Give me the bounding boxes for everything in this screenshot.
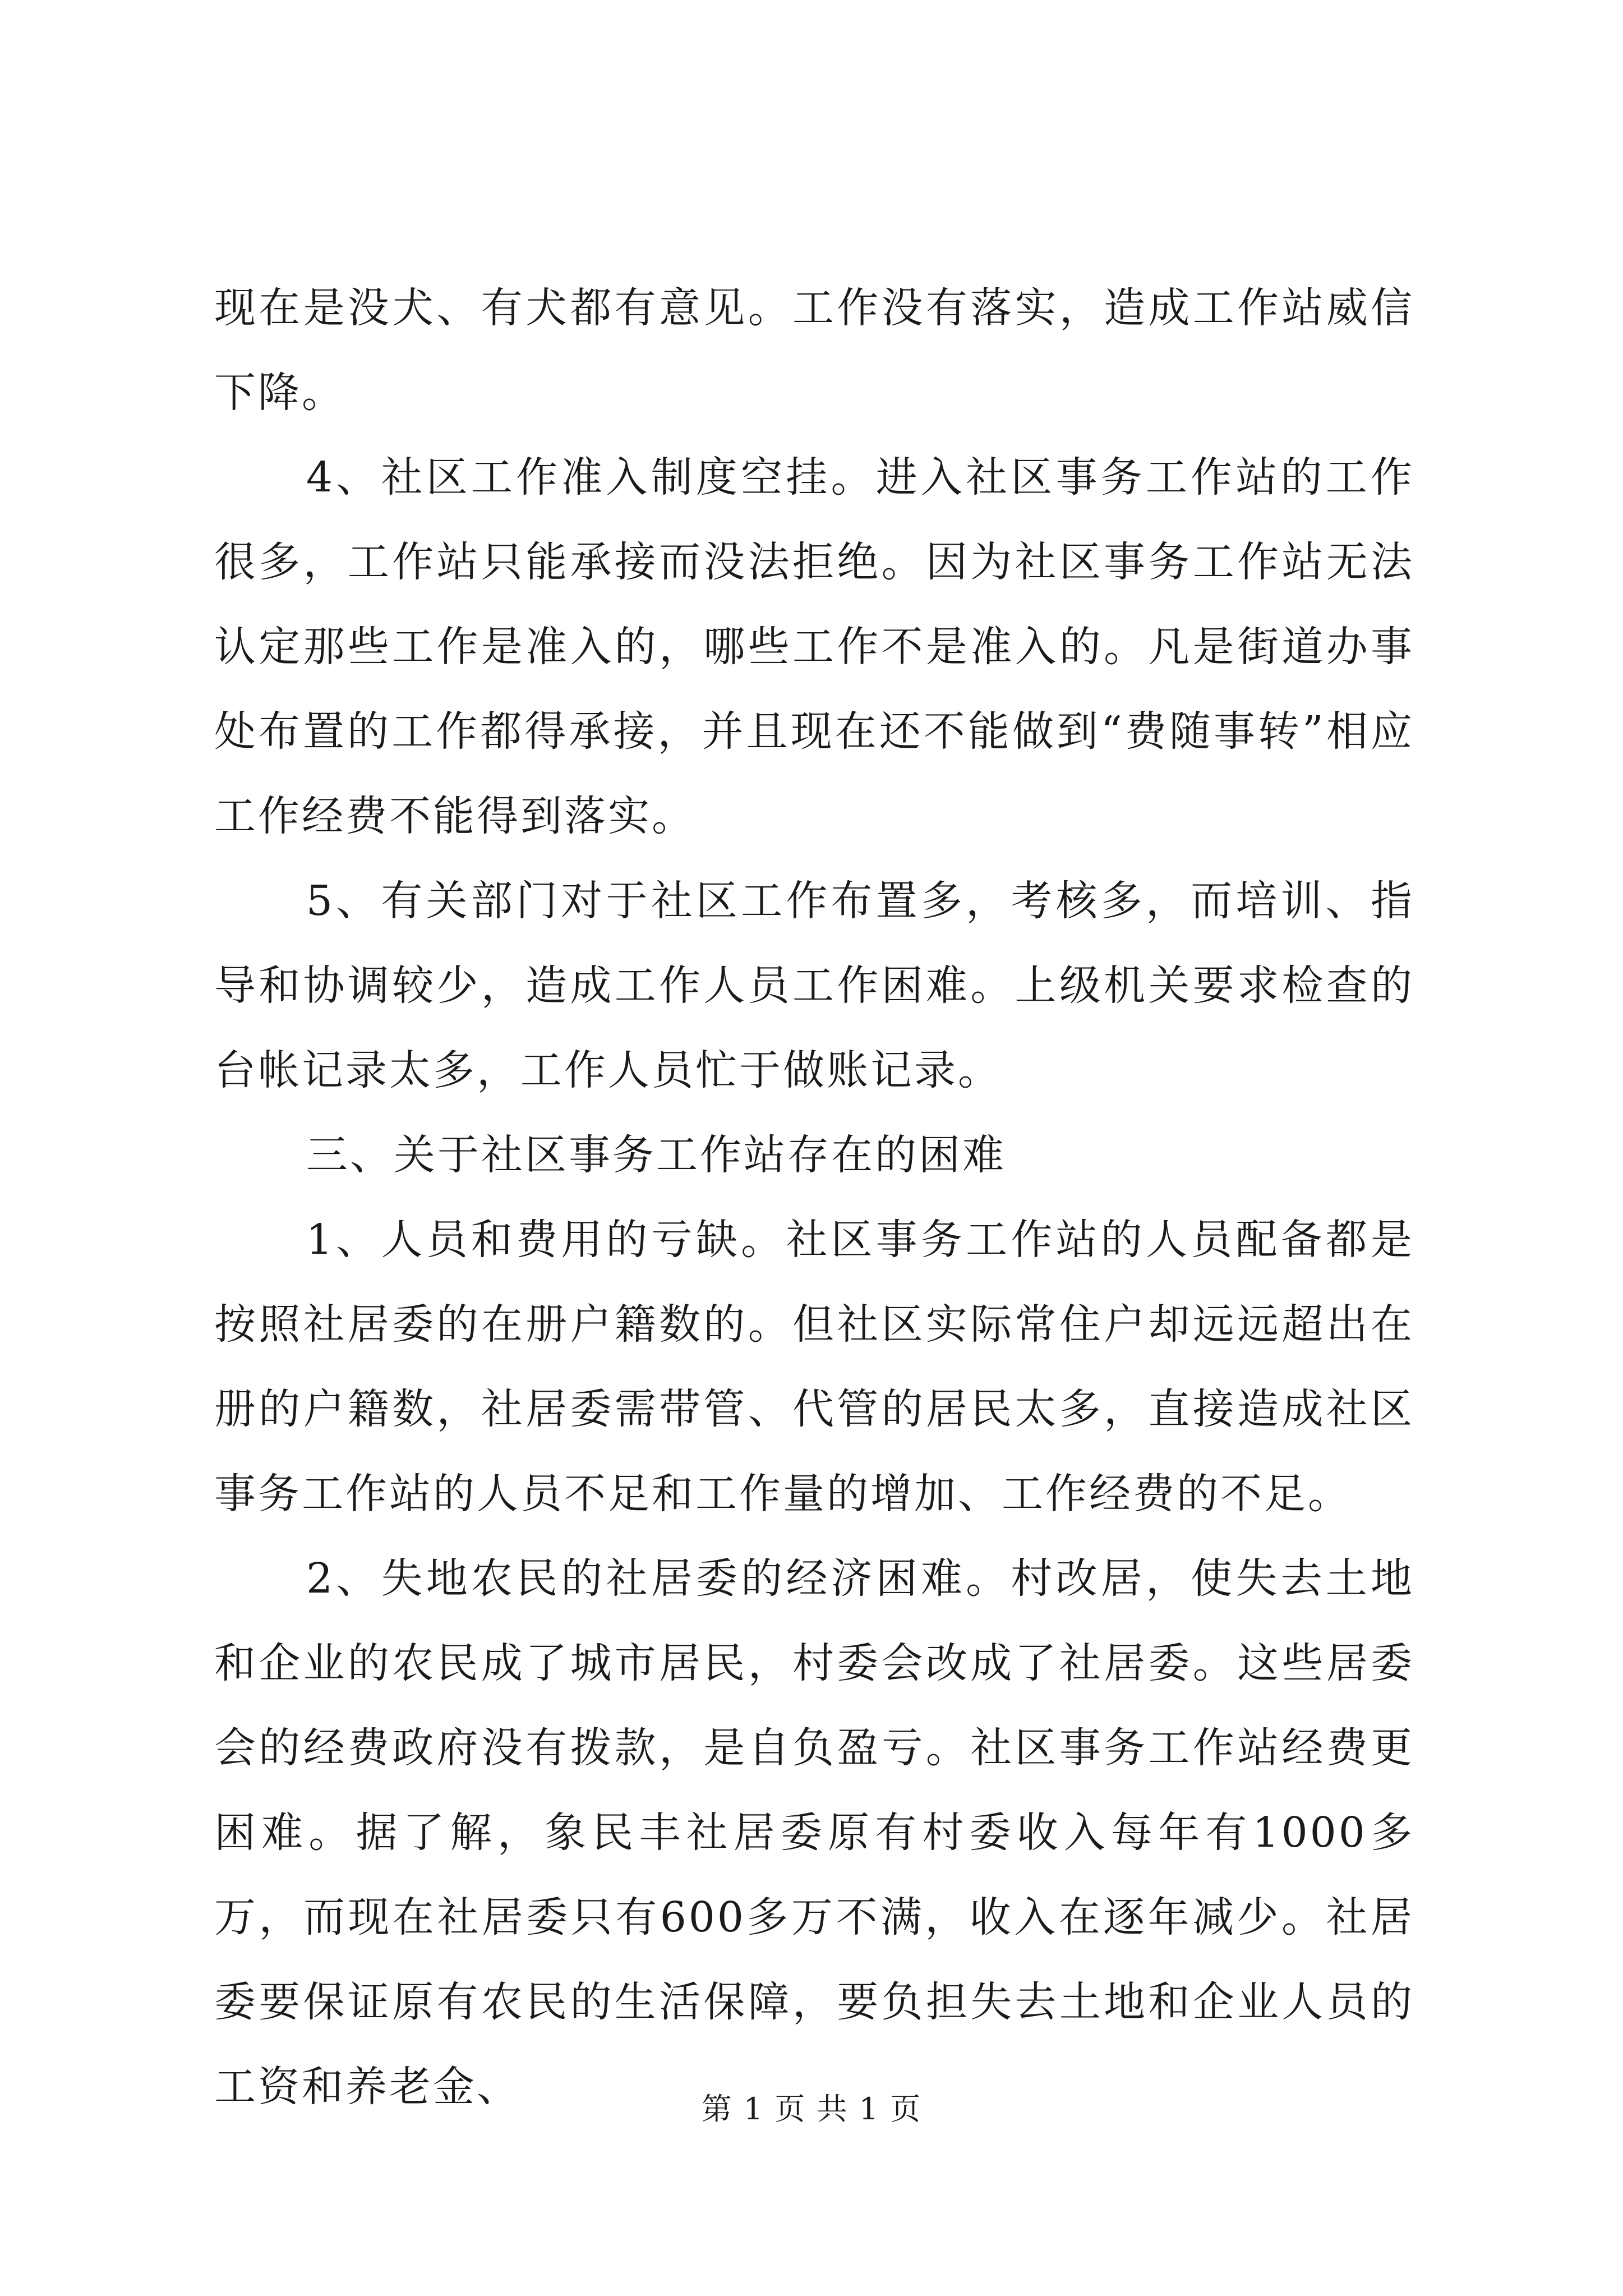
page-footer: 第 1 页 共 1 页 — [701, 2091, 922, 2127]
document-body — [214, 266, 1414, 2129]
section-heading-3: 三、关于社区事务工作站存在的困难 — [306, 1131, 1006, 1179]
paragraph-difficulty-2: 2、失地农民的社居委的经济困难。村改居，使失去土地和企业的农民成了城市居民，村委会改成了社居委。这些居委会的经费政府没有拨款，是自负盈亏。社区事务工作站经费更困难。据了解，象民丰社居委原有村委收入每年有1000多万，而现在社居委只有600多万不满，收入在逐年减少。社居委要保证原有农民的生活保障，要负担失去土地和企业人员的工资和养老金、 — [214, 1554, 1414, 2111]
paragraph-item-5: 5、有关部门对于社区工作布置多，考核多，而培训、指导和协调较少，造成工作人员工作困难。上级机关要求检查的台帐记录太多，工作人员忙于做账记录。 — [214, 877, 1414, 1094]
paragraph-continuation: 现在是没犬、有犬都有意见。工作没有落实，造成工作站威信下降。 — [214, 284, 1414, 417]
paragraph-item-4: 4、社区工作准入制度空挂。进入社区事务工作站的工作很多，工作站只能承接而没法拒绝。因为社区事务工作站无法认定那些工作是准入的，哪些工作不是准入的。凡是街道办事处布置的工作都得承接，并且现在还不能做到“费随事转”相应工作经费不能得到落实。 — [214, 453, 1414, 840]
paragraph-difficulty-1: 1、人员和费用的亏缺。社区事务工作站的人员配备都是按照社居委的在册户籍数的。但社区实际常住户却远远超出在册的户籍数，社居委需带管、代管的居民太多，直接造成社区事务工作站的人员不足和工作量的增加、工作经费的不足。 — [214, 1216, 1414, 1518]
